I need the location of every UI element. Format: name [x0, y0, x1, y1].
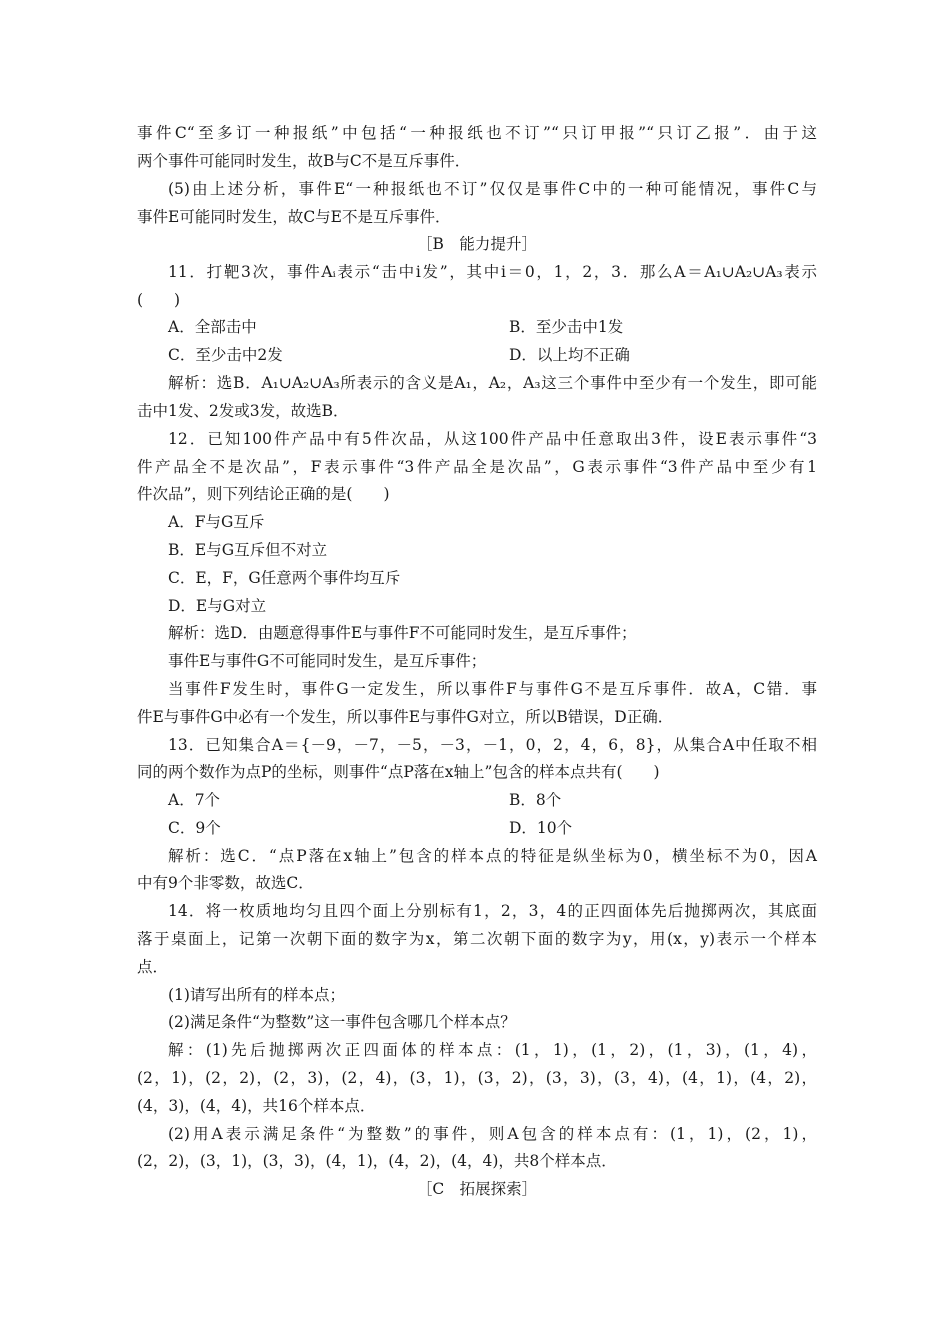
solution-line: 事件E与事件G不可能同时发生，是互斥事件； [168, 652, 487, 670]
solution-line: 解析：选D．由题意得事件E与事件F不可能同时发生，是互斥事件； [168, 624, 637, 642]
solution-line: 件E与事件G中必有一个发生，所以事件E与事件G对立，所以B错误，D正确． [137, 708, 674, 726]
solution-line: 中有9个非零数，故选C． [137, 874, 314, 892]
text-line: 事件E可能同时发生，故C与E不是互斥事件． [137, 208, 451, 226]
question-12-line: 件次品”，则下列结论正确的是( ) [137, 485, 390, 503]
option-b: B．至少击中1发 [509, 318, 624, 336]
solution-line: 当事件F发生时，事件G一定发生，所以事件F与事件G不是互斥事件．故A，C错．事 [168, 680, 817, 698]
text-line: 事件C“至多订一种报纸”中包括“一种报纸也不订”“只订甲报”“只订乙报”．由于这 [137, 124, 817, 142]
solution-line: 解析：选C．“点P落在x轴上”包含的样本点的特征是纵坐标为0，横坐标不为0，因A [168, 847, 817, 865]
sub-question-1: (1)请写出所有的样本点； [168, 986, 345, 1004]
question-14-line: 落于桌面上，记第一次朝下面的数字为x，第二次朝下面的数字为y，用(x，y)表示一个样本 [137, 930, 817, 948]
option-c: C．E，F，G任意两个事件均互斥 [168, 569, 401, 587]
question-13: 13．已知集合A＝{－9，－7，－5，－3，－1，0，2，4，6，8}，从集合A中任取不相 [168, 736, 817, 754]
option-a: A．7个 [168, 791, 221, 809]
solution-line: (2，2)，(3，1)，(3，3)，(4，1)，(4，2)，(4，4)，共8个样本点． [137, 1152, 617, 1170]
question-11: 11．打靶3次，事件Aᵢ表示“击中i发”，其中i＝0，1，2，3．那么A＝A₁∪A₂∪A₃表示 [168, 263, 817, 281]
solution-line: 解：(1)先后抛掷两次正四面体的样本点：(1，1)，(1，2)，(1，3)，(1，4)， [168, 1041, 817, 1059]
text-line: (5)由上述分析，事件E“一种报纸也不订”仅仅是事件C中的一种可能情况，事件C与 [168, 180, 817, 198]
option-b: B．E与G互斥但不对立 [168, 541, 328, 559]
question-14: 14．将一枚质地均匀且四个面上分别标有1，2，3，4的正四面体先后抛掷两次，其底面 [168, 902, 817, 920]
question-14-line: 点． [137, 958, 169, 976]
option-c: C．至少击中2发 [168, 346, 283, 364]
solution-line: (2，1)，(2，2)，(2，3)，(2，4)，(3，1)，(3，2)，(3，3)，(3，4)，(4，1)，(4，2)， [137, 1069, 817, 1087]
text-line: 两个事件可能同时发生，故B与C不是互斥事件． [137, 152, 471, 170]
solution-line: (4，3)，(4，4)，共16个样本点． [137, 1097, 376, 1115]
section-heading: ［B 能力提升］ [417, 235, 537, 253]
option-b: B．8个 [509, 791, 562, 809]
solution-line: (2)用A表示满足条件“为整数”的事件，则A包含的样本点有：(1，1)，(2，1)， [168, 1125, 817, 1143]
option-c: C．9个 [168, 819, 221, 837]
section-heading: ［C 拓展探索］ [416, 1180, 538, 1198]
option-d: D．10个 [509, 819, 573, 837]
option-d: D．E与G对立 [168, 597, 267, 615]
solution-line: 击中1发、2发或3发，故选B． [137, 402, 349, 420]
question-13-line: 同的两个数作为点P的坐标，则事件“点P落在x轴上”包含的样本点共有( ) [137, 763, 660, 781]
question-12-line: 件产品全不是次品”，F表示事件“3件产品全是次品”，G表示事件“3件产品中至少有1 [137, 458, 817, 476]
answer-blank: ( ) [137, 291, 181, 309]
option-a: A．全部击中 [168, 318, 257, 336]
sub-question-2: (2)满足条件“为整数”这一事件包含哪几个样本点？ [168, 1013, 516, 1031]
option-d: D．以上均不正确 [509, 346, 630, 364]
option-a: A．F与G互斥 [168, 513, 265, 531]
solution-line: 解析：选B．A₁∪A₂∪A₃所表示的含义是A₁，A₂，A₃这三个事件中至少有一个发生，即可能 [168, 374, 817, 392]
question-12: 12．已知100件产品中有5件次品，从这100件产品中任意取出3件，设E表示事件“3 [168, 430, 817, 448]
